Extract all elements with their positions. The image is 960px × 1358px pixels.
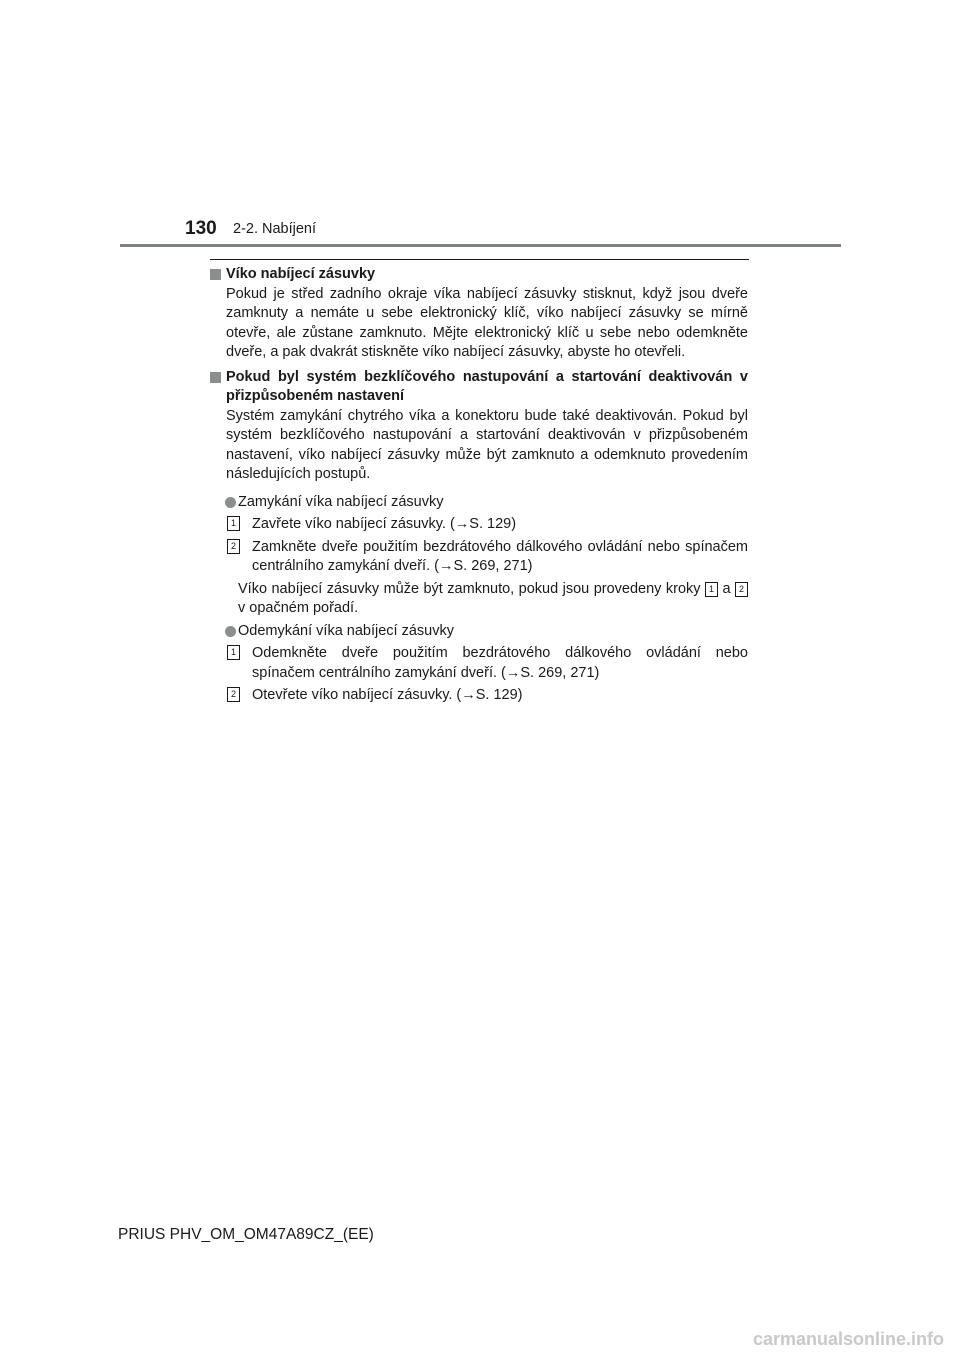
unlocking-step-1-text: Odemkněte dveře použitím bezdrátového dálkového ovládání nebo spínačem centrálního zamykání dveří. (→S. 269, 271) — [252, 645, 748, 681]
locking-step-2-text: Zamkněte dveře použitím bezdrátového dálkového ovládání nebo spínačem centrálního zamykání dveří. (→S. 269, 271) — [252, 538, 748, 574]
square-bullet-icon — [210, 372, 221, 383]
content-divider — [210, 259, 749, 260]
section-title: 2-2. Nabíjení — [233, 221, 317, 237]
step-number-badge: 1 — [705, 582, 718, 597]
header-divider — [120, 244, 841, 247]
locking-note — [210, 580, 748, 619]
step-number-badge: 2 — [227, 539, 240, 554]
locking-step-1-text: Zavřete víko nabíjecí zásuvky. (→S. 129) — [252, 516, 517, 532]
custom-settings-heading — [210, 368, 748, 407]
square-bullet-icon — [210, 269, 221, 280]
locking-step-2 — [210, 538, 748, 577]
unlocking-step-1 — [210, 644, 748, 683]
page-content — [210, 265, 748, 706]
lid-heading-text: Víko nabíjecí zásuvky — [226, 266, 376, 282]
step-number-badge: 1 — [227, 645, 240, 660]
step-number-badge: 2 — [227, 687, 240, 702]
unlocking-subheading — [210, 622, 748, 642]
lid-heading — [210, 265, 748, 285]
lid-paragraph: Pokud je střed zadního okraje víka nabíjecí zásuvky stisknut, když jsou dveře zamknuty a nemáte u sebe elektronický klíč, víko nabíjecí zásuvky se mírně otevře, ale zůstane zamknuto. Mějte elektronický klíč u sebe nebo odemkněte dveře, a pak dvakrát stiskněte víko nabíjecí zásuvky, abyste ho otevřeli. — [226, 285, 748, 360]
step-number-badge: 1 — [227, 516, 240, 531]
footer-doc-id: PRIUS PHV_OM_OM47A89CZ_(EE) — [118, 1226, 374, 1243]
note-text: a — [722, 580, 731, 597]
watermark: carmanualsonline.info — [752, 1329, 944, 1349]
locking-step-1 — [210, 515, 748, 535]
locking-title: Zamykání víka nabíjecí zásuvky — [238, 493, 444, 510]
circle-bullet-icon — [225, 626, 236, 637]
page-number: 130 — [185, 218, 217, 239]
custom-settings-paragraph: Systém zamykání chytrého víka a konektoru bude také deaktivován. Pokud byl systém bezklíčového nastupování a startování deaktivován v přizpůsobeném nastavení, víko nabíjecí zásuvky může být zamknuto a odemknuto provedením následujících postupů. — [226, 407, 748, 482]
note-text: Víko nabíjecí zásuvky může být zamknuto, pokud jsou provedeny kroky — [238, 580, 701, 597]
unlocking-title: Odemykání víka nabíjecí zásuvky — [238, 622, 454, 639]
circle-bullet-icon — [225, 497, 236, 508]
locking-subheading — [210, 493, 748, 513]
unlocking-step-2 — [210, 686, 748, 706]
unlocking-step-2-text: Otevřete víko nabíjecí zásuvky. (→S. 129) — [252, 687, 523, 703]
custom-heading-text: Pokud byl systém bezklíčového nastupování a startování deaktivován v přizpůsobeném nastavení — [226, 368, 748, 404]
note-text: v opačném pořadí. — [238, 600, 359, 616]
step-number-badge: 2 — [735, 582, 748, 597]
